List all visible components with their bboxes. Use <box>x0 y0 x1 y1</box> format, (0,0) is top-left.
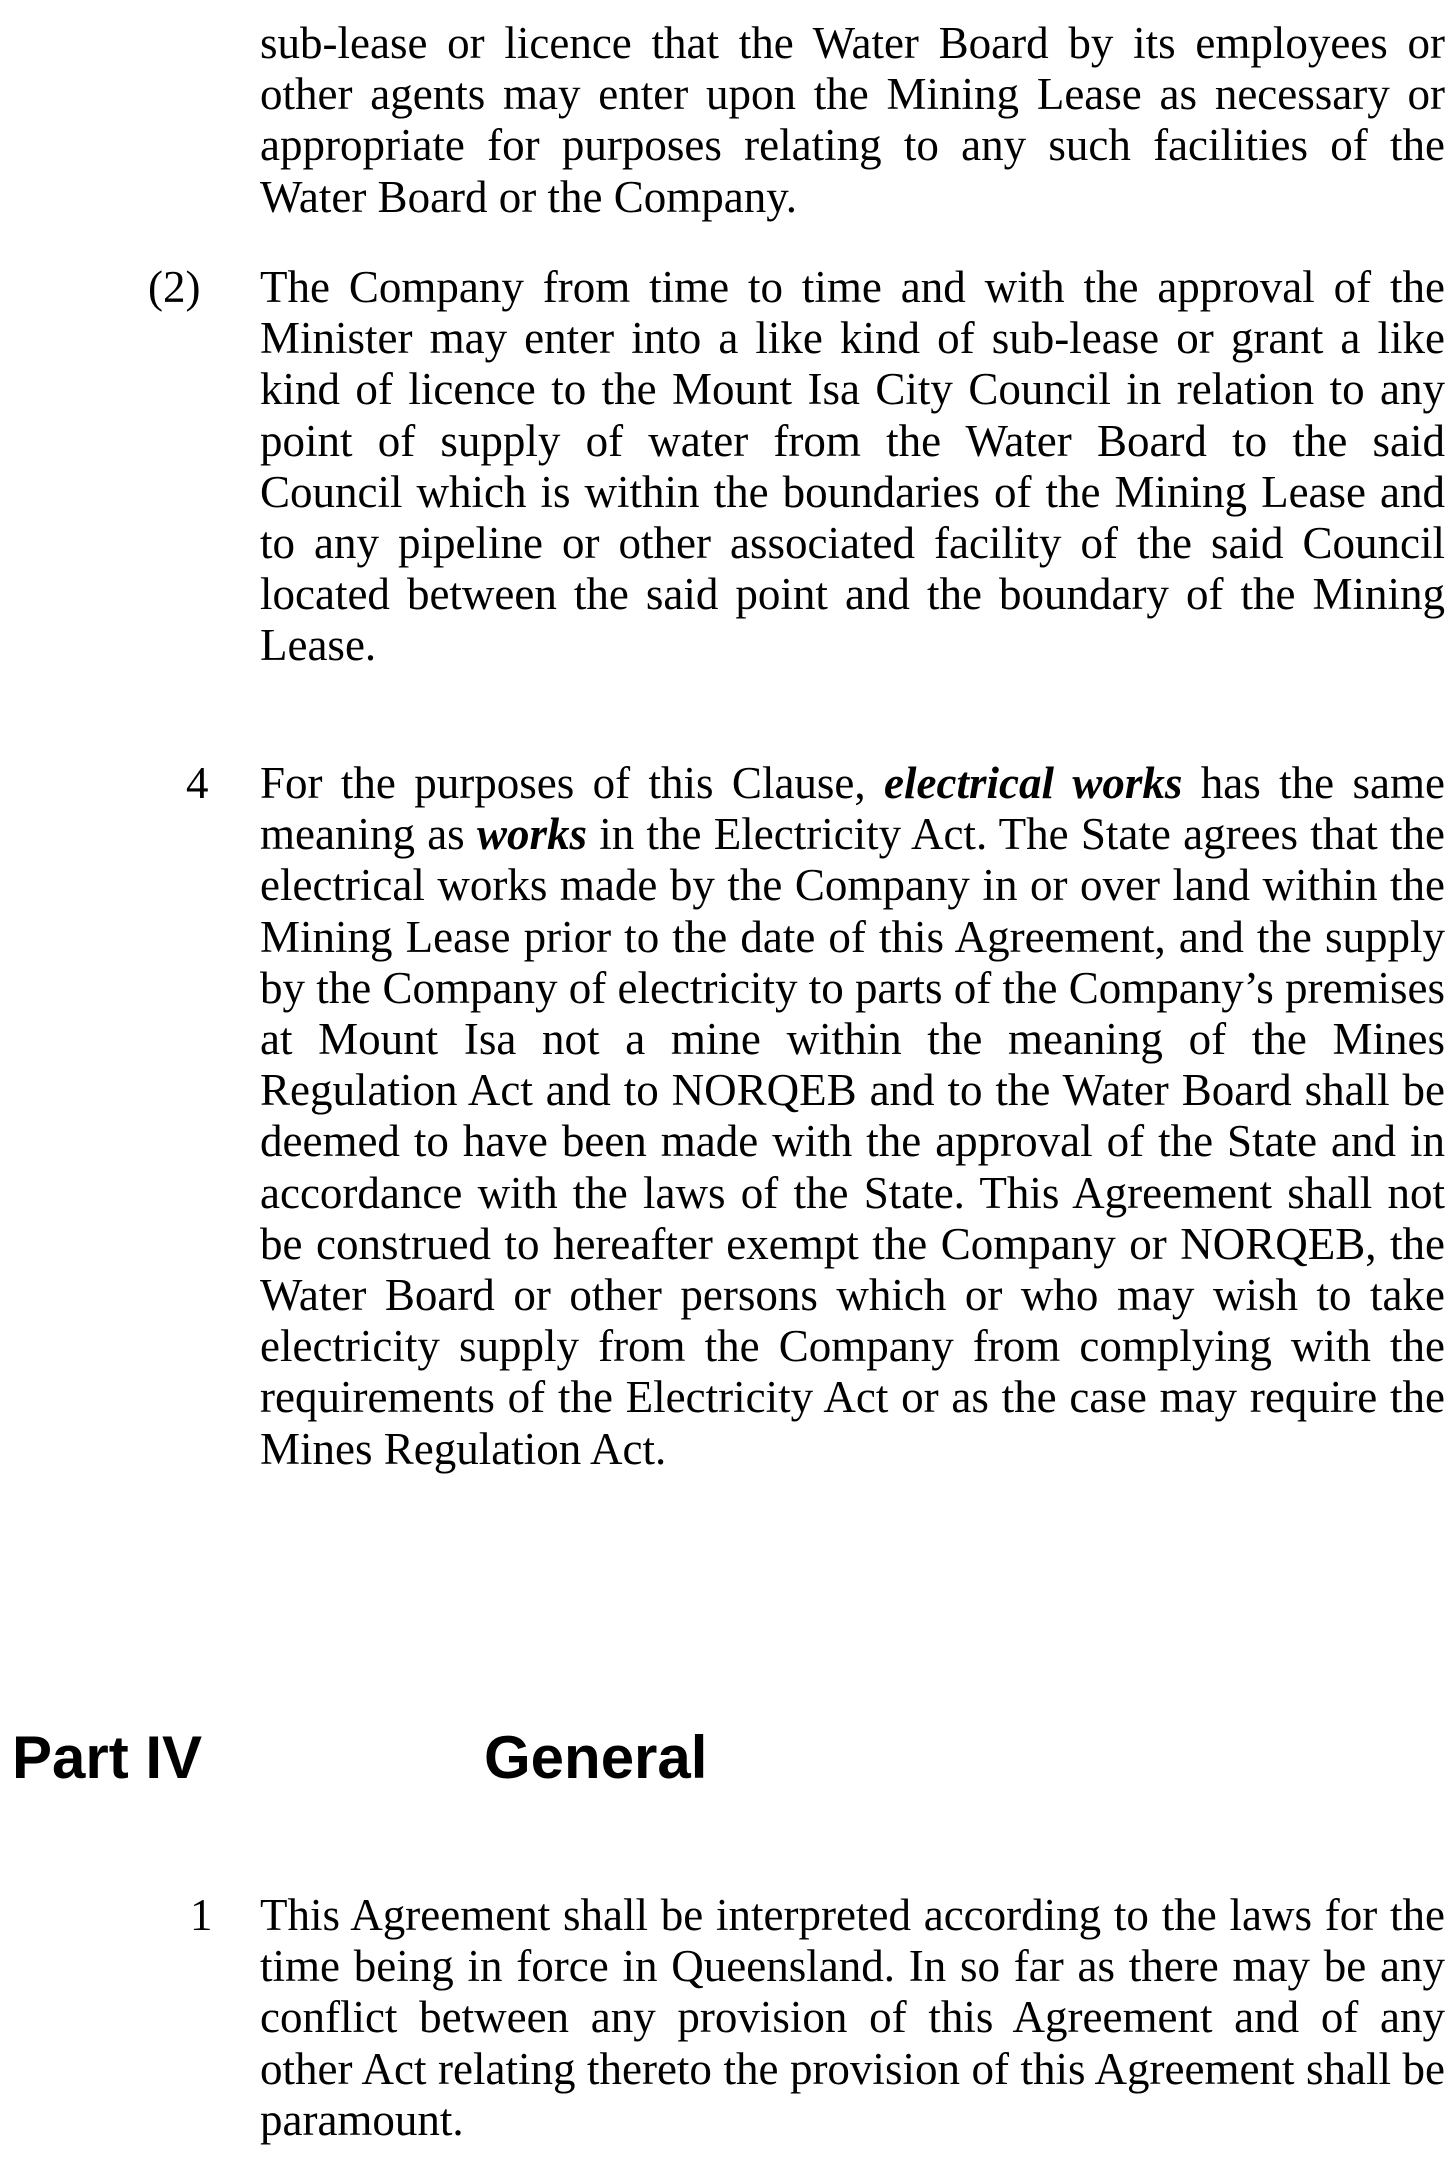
subclause-number: (2) <box>148 262 201 312</box>
clause-4-number: 4 <box>186 758 209 808</box>
clause-1-text: This Agreement shall be interpreted according to the laws for the time being in force in Queensland. In so far as there may be any conflict between any provision of this Agreement and of any other Act relating thereto the provision of this Agreement shall be paramount. <box>260 1890 1445 2145</box>
clause-4-rest: in the Electricity Act. The State agrees that the electrical works made by the Company in or over land within the Mining Lease prior to the date of this Agreement, and the supply by the Company of electricity to parts of the Company’s premises at Mount Isa not a mine within the meaning of the Mines Regulation Act and to NORQEB and to the Water Board shall be deemed to have been made with the approval of the State and in accordance with the laws of the State. This Agreement shall not be construed to hereafter exempt the Company or NORQEB, the Water Board or other persons which or who may wish to take electricity supply from the Company from complying with the requirements of the Electricity Act or as the case may require the Mines Regulation Act. <box>260 809 1446 1474</box>
clause-4-text <box>260 758 1445 1475</box>
defined-term-works: works <box>476 809 588 860</box>
clause-4-lead: For the purposes of this Clause, <box>260 758 885 808</box>
part-label: Part IV <box>12 1724 203 1791</box>
clause-1-number: 1 <box>190 1890 213 1940</box>
part-title: General <box>484 1724 708 1791</box>
subclause-2-text: The Company from time to time and with the approval of the Minister may enter into a like kind of sub-lease or grant a like kind of licence to the Mount Isa City Council in relation to any point of supply of water from the Water Board to the said Council which is within the boundaries of the Mining Lease and to any pipeline or other associated facility of the said Council located between the said point and the boundary of the Mining Lease. <box>260 262 1445 671</box>
clause-4-mid: has the same meaning as <box>260 758 1445 860</box>
defined-term-electrical-works: electrical works <box>884 758 1183 808</box>
continuation-paragraph: sub-lease or licence that the Water Board by its employees or other agents may enter upon the Mining Lease as necessary or appropriate for purposes relating to any such facilities of the Water Board or the Company. <box>260 18 1445 222</box>
